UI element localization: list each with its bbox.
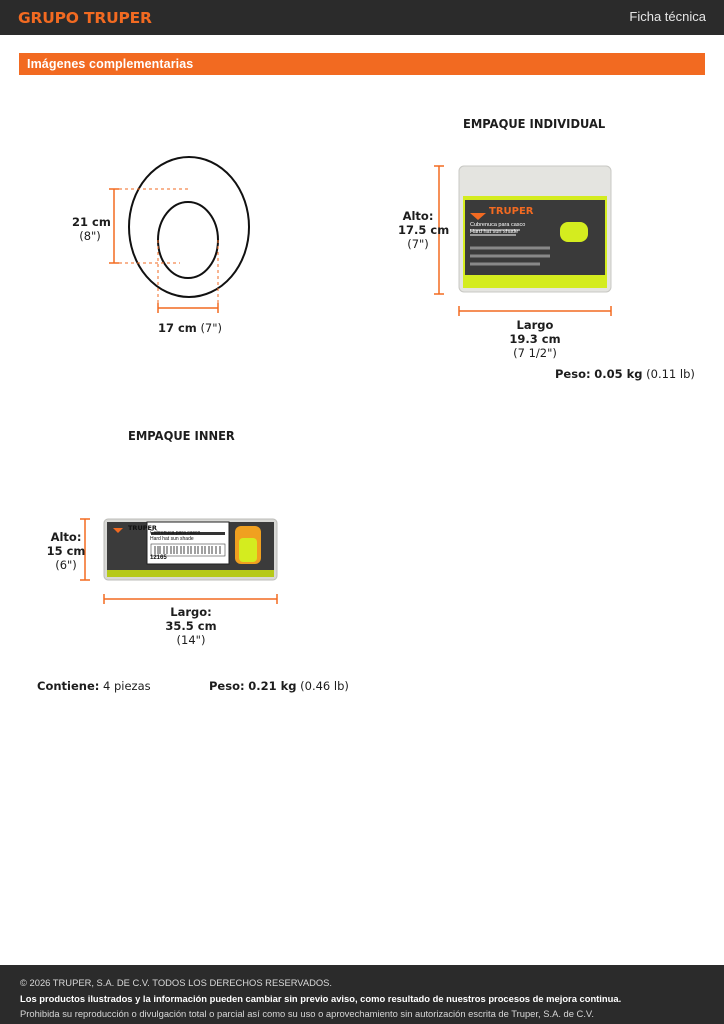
individual-package-brand: TRUPER [489,206,534,217]
footer-legal: Prohibida su reproducción o divulgación total o parcial así como su uso o aprovechamiento sin autorización escrita de Truper, S.A. de C.V. [20,1008,594,1019]
footer [0,965,724,1024]
product-outline-drawing [100,150,260,320]
inner-package-heading: EMPAQUE INNER [128,428,235,443]
individual-package-image [430,160,620,320]
section-title: Imágenes complementarias [27,57,194,71]
inner-package-brand: TRUPER [128,524,157,532]
footer-copyright: © 2026 TRUPER, S.A. DE C.V. TODOS LOS DERECHOS RESERVADOS. [20,977,333,988]
outer-ring [129,157,249,297]
individual-weight: Peso: 0.05 kg (0.11 lb) [555,367,695,381]
footer-notice: Los productos ilustrados y la información pueden cambiar sin previo aviso, como resultado de nuestros procesos de mejora continua. [20,992,622,1004]
product-height-label: 21 cm (8") [72,215,111,243]
product-width-label: 17 cm (7") [157,321,223,335]
inner-ring [158,202,218,278]
inner-package-text: Cubrenuca para casco Hard hat sun shade [150,530,201,542]
individual-alto-label: Alto: 17.5 cm (7") [398,209,450,251]
individual-package-heading: EMPAQUE INDIVIDUAL [463,116,606,131]
individual-largo-label: Largo 19.3 cm (7 1/2") [509,318,561,360]
inner-package-code: 12165 [150,555,167,561]
inner-package-image [75,512,285,610]
brand-logo: GRUPO TRUPER [18,9,152,27]
section-band [19,53,705,75]
top-bar [0,0,724,35]
document-type: Ficha técnica [629,9,706,24]
inner-contents: Contiene: 4 piezas [37,679,151,693]
inner-alto-label: Alto: 15 cm (6") [46,530,86,572]
inner-largo-label: Largo: 35.5 cm (14") [165,605,217,647]
inner-weight: Peso: 0.21 kg (0.46 lb) [209,679,349,693]
individual-package-text: Cubrenuca para casco Hard hat sun shade [470,222,526,235]
